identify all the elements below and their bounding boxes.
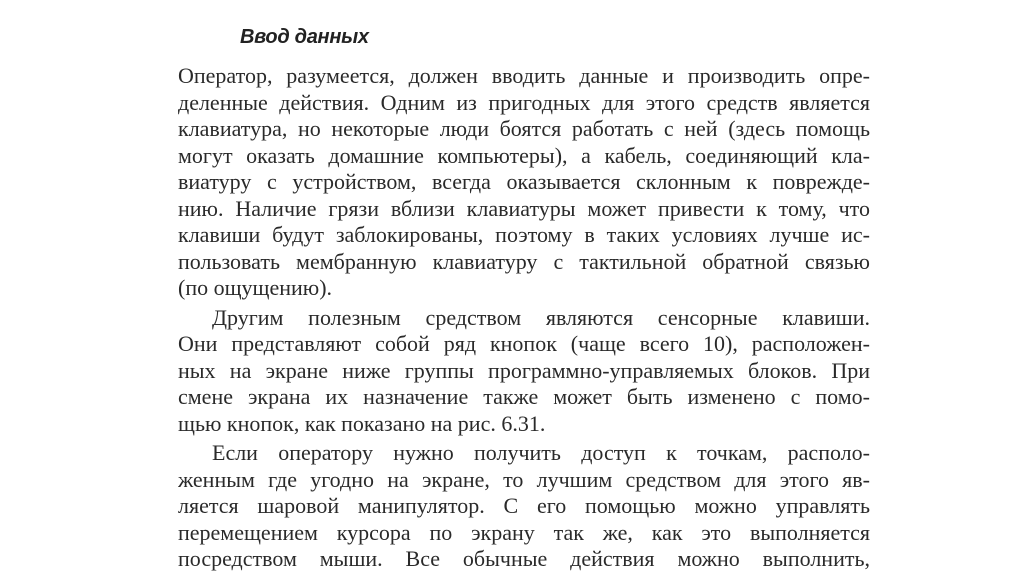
text-line: щью кнопок, как показано на рис. 6.31. [178,410,546,436]
section-heading: Ввод данных [240,26,369,48]
text-line: Оператор, разумеется, должен вводить данные и производить опре- [178,63,870,88]
text-line: (по ощущению). [178,275,333,300]
text-line: могут оказать домашние компьютеры), а кабель, соединяющий кла- [178,142,870,168]
text-line: Они представляют собой ряд кнопок (чаще всего 10), расположен- [178,331,870,356]
text-line: пользовать мембранную клавиатуру с тактильной обратной связью [178,248,870,274]
text-line: посредством мыши. Все обычные действия можно выполнить, [178,546,870,571]
text-line: деленные действия. Одним из пригодных для этого средств является [178,89,870,115]
text-line: перемещением курсора по экрану так же, как это выполняется [178,519,870,545]
body-text [178,63,870,573]
text-line: клавиатура, но некоторые люди боятся работать с ней (здесь помощь [178,116,870,141]
paragraph-2 [178,305,870,438]
text-line: Если оператору нужно получить доступ к точкам, располо- [212,440,870,465]
paragraph-1 [178,63,870,302]
text-line: женным где угодно на экране, то лучшим средством для этого яв- [178,466,870,492]
text-line: смене экрана их назначение также может быть изменено с помо- [178,384,870,409]
paragraph-3 [178,440,870,573]
text-line: ных на экране ниже группы программно-управляемых блоков. При [178,357,870,383]
text-line: Другим полезным средством являются сенсорные клавиши. [212,304,870,330]
text-line: клавиши будут заблокированы, поэтому в таких условиях лучше ис- [178,222,870,247]
text-line: нию. Наличие грязи вблизи клавиатуры может привести к тому, что [178,195,870,221]
text-line: виатуру с устройством, всегда оказывается склонным к поврежде- [178,169,870,194]
text-line: ляется шаровой манипулятор. С его помощью можно управлять [178,493,870,518]
